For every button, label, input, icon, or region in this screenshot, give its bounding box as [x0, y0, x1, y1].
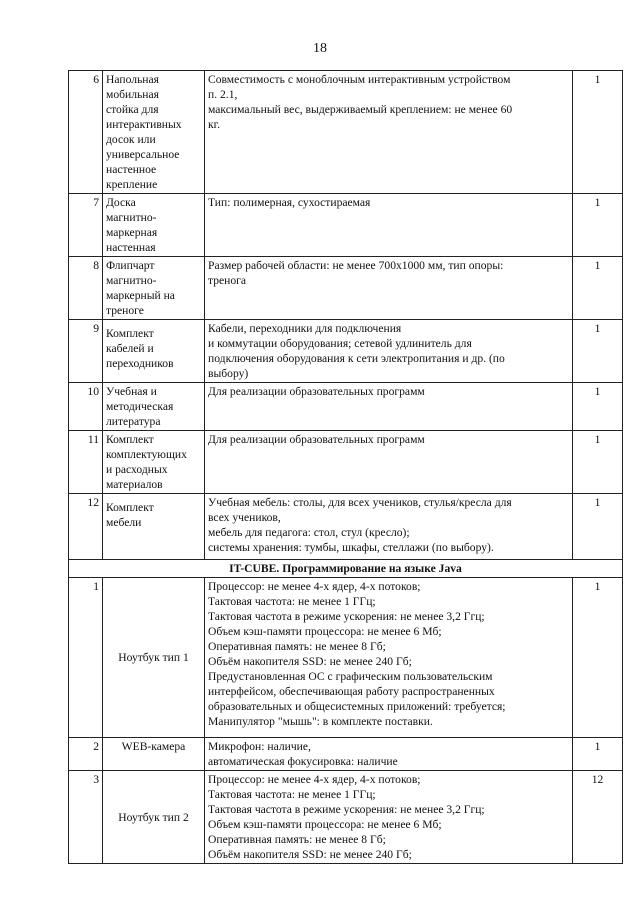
- table-row: [69, 320, 623, 383]
- table-row: [69, 578, 623, 738]
- item-quantity: 1: [573, 431, 623, 494]
- item-number: 6: [69, 71, 103, 194]
- item-spec: [205, 257, 573, 320]
- text-line: и расходных: [106, 463, 168, 476]
- text-line: Тактовая частота: не менее 1 ГГц;: [208, 788, 376, 801]
- item-spec: [205, 194, 573, 257]
- text-line: мебели: [106, 516, 142, 529]
- item-spec: [205, 578, 573, 738]
- item-name: [103, 431, 205, 494]
- item-name: [103, 257, 205, 320]
- text-line: Процессор: не менее 4-х ядер, 4-х потоков;: [208, 580, 421, 593]
- text-line: маркерный на: [106, 289, 175, 302]
- item-spec: [205, 771, 573, 864]
- text-line: треноге: [106, 304, 144, 317]
- item-quantity: 12: [573, 771, 623, 864]
- item-name: [103, 320, 205, 383]
- table-row: [69, 383, 623, 431]
- text-line: магнитно-: [106, 274, 157, 287]
- table-row: [69, 71, 623, 194]
- text-line: Объём накопителя SSD: не менее 240 Гб;: [208, 848, 412, 861]
- text-line: Тактовая частота: не менее 1 ГГц;: [208, 595, 376, 608]
- text-line: Объём накопителя SSD: не менее 240 Гб;: [208, 655, 412, 668]
- text-line: подключения оборудования к сети электропитания и др. (по: [208, 352, 505, 365]
- table-row: [69, 194, 623, 257]
- item-name: WEB-камера: [103, 738, 205, 771]
- text-line: Микрофон: наличие,: [208, 740, 311, 753]
- item-name: [103, 494, 205, 560]
- text-line: Тип: полимерная, сухостираемая: [208, 196, 371, 209]
- text-line: интерфейсом, обеспечивающая работу распространенных: [208, 685, 495, 698]
- item-number: 3: [69, 771, 103, 864]
- text-line: литература: [106, 415, 161, 428]
- text-line: комплектующих: [106, 448, 187, 461]
- item-number: 1: [69, 578, 103, 738]
- item-name: Ноутбук тип 1: [103, 578, 205, 738]
- text-line: универсальное: [106, 148, 180, 161]
- text-line: п. 2.1,: [208, 88, 238, 101]
- item-number: 10: [69, 383, 103, 431]
- item-spec: [205, 320, 573, 383]
- text-line: Манипулятор "мышь": в комплекте поставки.: [208, 715, 433, 728]
- text-line: Флипчарт: [106, 259, 155, 272]
- section-title: IT-CUBE. Программирование на языке Java: [69, 560, 623, 578]
- table-row: [69, 257, 623, 320]
- text-line: Для реализации образовательных программ: [208, 433, 425, 446]
- item-quantity: 1: [573, 257, 623, 320]
- text-line: магнитно-: [106, 211, 157, 224]
- text-line: Комплект: [106, 327, 154, 340]
- item-spec: [205, 71, 573, 194]
- item-quantity: 1: [573, 738, 623, 771]
- text-line: автоматическая фокусировка: наличие: [208, 755, 398, 768]
- text-line: Комплект: [106, 501, 154, 514]
- item-quantity: 1: [573, 383, 623, 431]
- text-line: Для реализации образовательных программ: [208, 385, 425, 398]
- text-line: и коммутации оборудования; сетевой удлинитель для: [208, 337, 472, 350]
- text-line: Комплект: [106, 433, 154, 446]
- text-line: системы хранения: тумбы, шкафы, стеллажи (по выбору).: [208, 541, 494, 554]
- text-line: Объем кэш-памяти процессора: не менее 6 Мб;: [208, 625, 442, 638]
- text-line: Тактовая частота в режиме ускорения: не менее 3,2 Ггц;: [208, 610, 485, 623]
- text-line: мобильная: [106, 88, 159, 101]
- table-row: [69, 431, 623, 494]
- text-line: выбору): [208, 367, 249, 380]
- item-number: 11: [69, 431, 103, 494]
- item-quantity: 1: [573, 494, 623, 560]
- text-line: Совместимость с моноблочным интерактивным устройством: [208, 73, 511, 86]
- text-line: Процессор: не менее 4-х ядер, 4-х потоков;: [208, 773, 421, 786]
- item-name: Ноутбук тип 2: [103, 771, 205, 864]
- text-line: Учебная и: [106, 385, 157, 398]
- text-line: крепление: [106, 178, 158, 191]
- text-line: настенная: [106, 241, 156, 254]
- text-line: интерактивных: [106, 118, 182, 131]
- text-line: Предустановленная ОС с графическим пользовательским: [208, 670, 493, 683]
- text-line: маркерная: [106, 226, 158, 239]
- item-name: [103, 71, 205, 194]
- text-line: тренога: [208, 274, 247, 287]
- text-line: Тактовая частота в режиме ускорения: не менее 3,2 Ггц;: [208, 803, 485, 816]
- item-quantity: 1: [573, 71, 623, 194]
- item-number: 7: [69, 194, 103, 257]
- text-line: материалов: [106, 478, 163, 491]
- text-line: Напольная: [106, 73, 159, 86]
- item-quantity: 1: [573, 578, 623, 738]
- text-line: Кабели, переходники для подключения: [208, 322, 402, 335]
- text-line: методическая: [106, 400, 174, 413]
- text-line: стойка для: [106, 103, 159, 116]
- equipment-table: [68, 70, 623, 864]
- table-row: [69, 738, 623, 771]
- item-number: 2: [69, 738, 103, 771]
- item-number: 12: [69, 494, 103, 560]
- text-line: Доска: [106, 196, 136, 209]
- text-line: настенное: [106, 163, 157, 176]
- text-line: Оперативная память: не менее 8 Гб;: [208, 640, 386, 653]
- item-spec: [205, 431, 573, 494]
- item-number: 9: [69, 320, 103, 383]
- table-row: [69, 771, 623, 864]
- text-line: Оперативная память: не менее 8 Гб;: [208, 833, 386, 846]
- text-line: кабелей и: [106, 342, 154, 355]
- item-spec: [205, 494, 573, 560]
- text-line: досок или: [106, 133, 156, 146]
- text-line: мебель для педагога: стол, стул (кресло);: [208, 526, 410, 539]
- text-line: образовательных и общесистемных приложений: требуется;: [208, 700, 506, 713]
- text-line: Размер рабочей области: не менее 700х1000 мм, тип опоры:: [208, 259, 504, 272]
- text-line: кг.: [208, 118, 220, 131]
- text-line: максимальный вес, выдерживаемый креплением: не менее 60: [208, 103, 513, 116]
- item-name: [103, 383, 205, 431]
- item-quantity: 1: [573, 320, 623, 383]
- text-line: Объем кэш-памяти процессора: не менее 6 Мб;: [208, 818, 442, 831]
- table-row: [69, 494, 623, 560]
- text-line: Учебная мебель: столы, для всех учеников, стулья/кресла для: [208, 496, 512, 509]
- page-number: 18: [313, 41, 327, 56]
- item-name: [103, 194, 205, 257]
- text-line: переходников: [106, 357, 174, 370]
- item-quantity: 1: [573, 194, 623, 257]
- text-line: всех учеников,: [208, 511, 281, 524]
- section-header-row: [69, 560, 623, 578]
- item-spec: [205, 383, 573, 431]
- item-number: 8: [69, 257, 103, 320]
- item-spec: [205, 738, 573, 771]
